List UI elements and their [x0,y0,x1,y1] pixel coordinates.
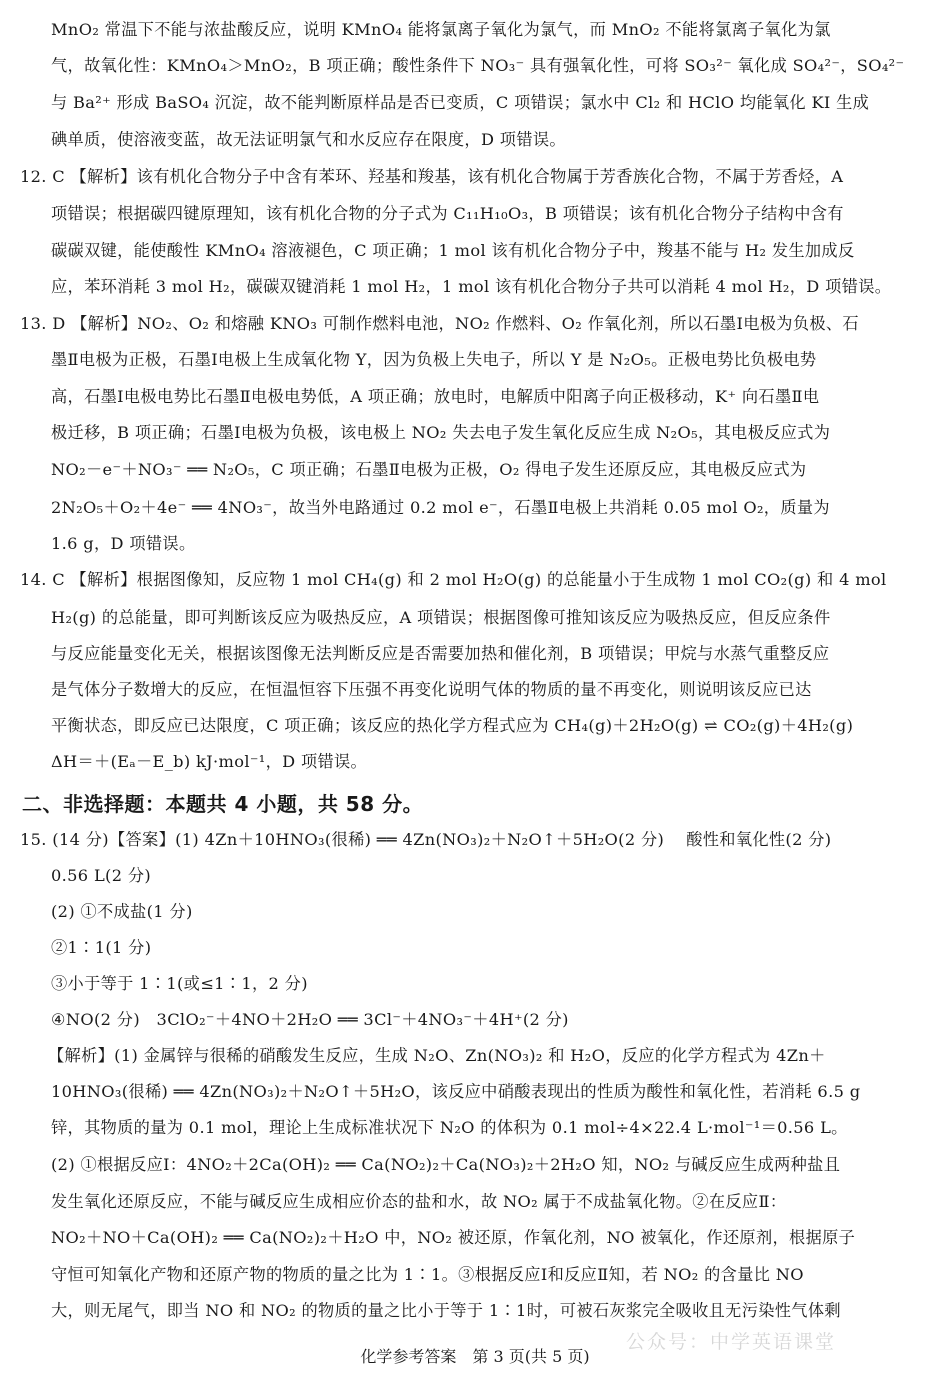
text-line: 平衡状态，即反应已达限度，C 项正确；该反应的热化学方程式应为 CH₄(g)＋2H₂O(g) ⇌ CO₂(g)＋4H₂(g) [51,716,854,735]
text-line: MnO₂ 常温下不能与浓盐酸反应，说明 KMnO₄ 能将氯离子氧化为氯气，而 MnO₂ 不能将氯离子氧化为氯 [51,20,831,39]
page-footer: 化学参考答案 第 3 页(共 5 页) [360,1347,590,1366]
text-line: 大，则无尾气，即当 NO 和 NO₂ 的物质的量之比小于等于 1∶1时，可被石灰浆完全吸收且无污染性气体剩 [51,1301,841,1320]
text-line: 极迁移，B 项正确；石墨Ⅰ电极为负极，该电极上 NO₂ 失去电子发生氧化反应生成 N₂O₅，其电极反应式为 [51,423,831,442]
text-line: H₂(g) 的总能量，即可判断该反应为吸热反应，A 项错误；根据图像可推知该反应为吸热反应，但反应条件 [51,608,831,627]
text-line: 应，苯环消耗 3 mol H₂，碳碳双键消耗 1 mol H₂，1 mol 该有机化合物分子共可以消耗 4 mol H₂，D 项错误。 [51,277,892,296]
watermark: 公众号：中学英语课堂 [626,1331,837,1353]
text-line: 高，石墨Ⅰ电极电势比石墨Ⅱ电极电势低，A 项正确；放电时，电解质中阳离子向正极移动，K⁺ 向石墨Ⅱ电 [51,387,820,406]
text-line: 与反应能量变化无关，根据该图像无法判断反应是否需要加热和催化剂，B 项错误；甲烷与水蒸气重整反应 [51,644,830,663]
analysis-line: 【解析】(1) 金属锌与很稀的硝酸发生反应，生成 N₂O、Zn(NO₃)₂ 和 H₂O，反应的化学方程式为 4Zn＋ [48,1046,826,1065]
text-line: 锌，其物质的量为 0.1 mol，理论上生成标准状况下 N₂O 的体积为 0.1 mol÷4×22.4 L·mol⁻¹＝0.56 L。 [51,1118,848,1137]
question-12-line: 12. C 【解析】该有机化合物分子中含有苯环、羟基和羧基，该有机化合物属于芳香族化合物，不属于芳香烃，A [20,167,844,186]
text-line: (2) ①不成盐(1 分) [51,902,193,921]
text-line: 墨Ⅱ电极为正极，石墨Ⅰ电极上生成氧化物 Y，因为负极上失电子，所以 Y 是 N₂O₅。正极电势比负极电势 [51,350,817,369]
text-line: ΔH＝＋(Eₐ－E_b) kJ·mol⁻¹，D 项错误。 [51,752,368,771]
text-line: 气，故氧化性：KMnO₄＞MnO₂，B 项正确；酸性条件下 NO₃⁻ 具有强氧化性，可将 SO₃²⁻ 氧化成 SO₄²⁻，SO₄²⁻ [51,56,905,75]
question-15-answer-line: 15. (14 分)【答案】(1) 4Zn＋10HNO₃(很稀) ══ 4Zn(NO₃)₂＋N₂O↑＋5H₂O(2 分) 酸性和氧化性(2 分) [20,830,832,849]
question-14-line: 14. C 【解析】根据图像知，反应物 1 mol CH₄(g) 和 2 mol H₂O(g) 的总能量小于生成物 1 mol CO₂(g) 和 4 mol [20,570,887,589]
text-line: 0.56 L(2 分) [51,866,152,885]
text-line: 与 Ba²⁺ 形成 BaSO₄ 沉淀，故不能判断原样品是否已变质，C 项错误；氯水中 Cl₂ 和 HClO 均能氧化 KI 生成 [51,93,870,112]
text-line: 碳碳双键，能使酸性 KMnO₄ 溶液褪色，C 项正确；1 mol 该有机化合物分子中，羧基不能与 H₂ 发生加成反 [51,241,855,260]
text-line: 碘单质，使溶液变蓝，故无法证明氯气和水反应存在限度，D 项错误。 [51,130,566,149]
text-line: 10HNO₃(很稀) ══ 4Zn(NO₃)₂＋N₂O↑＋5H₂O，该反应中硝酸表现出的性质为酸性和氧化性，若消耗 6.5 g [51,1082,861,1101]
text-line: 发生氧化还原反应，不能与碱反应生成相应价态的盐和水，故 NO₂ 属于不成盐氧化物。②在反应Ⅱ： [51,1192,787,1211]
text-line: NO₂＋NO＋Ca(OH)₂ ══ Ca(NO₂)₂＋H₂O 中，NO₂ 被还原，作氧化剂，NO 被氧化，作还原剂，根据原子 [51,1228,856,1247]
question-13-line: 13. D 【解析】NO₂、O₂ 和熔融 KNO₃ 可制作燃料电池，NO₂ 作燃料、O₂ 作氧化剂，所以石墨Ⅰ电极为负极、石 [20,314,859,333]
text-line: 是气体分子数增大的反应，在恒温恒容下压强不再变化说明气体的物质的量不再变化，则说明该反应已达 [51,680,812,699]
text-line: (2) ①根据反应Ⅰ：4NO₂＋2Ca(OH)₂ ══ Ca(NO₂)₂＋Ca(NO₃)₂＋2H₂O 知，NO₂ 与碱反应生成两种盐且 [51,1155,841,1174]
text-line: 守恒可知氧化产物和还原产物的物质的量之比为 1∶1。③根据反应Ⅰ和反应Ⅱ知，若 NO₂ 的含量比 NO [51,1265,804,1284]
text-line: ③小于等于 1∶1(或≤1∶1，2 分) [51,974,308,993]
text-line: ④NO(2 分) 3ClO₂⁻＋4NO＋2H₂O ══ 3Cl⁻＋4NO₃⁻＋4H⁺(2 分) [51,1010,569,1029]
text-line: 1.6 g，D 项错误。 [51,534,196,553]
text-line: ②1∶1(1 分) [51,938,152,957]
text-line: 2N₂O₅＋O₂＋4e⁻ ══ 4NO₃⁻，故当外电路通过 0.2 mol e⁻，石墨Ⅱ电极上共消耗 0.05 mol O₂，质量为 [51,498,830,517]
section-heading: 二、非选择题：本题共 4 小题，共 58 分。 [22,792,424,816]
text-line: NO₂－e⁻＋NO₃⁻ ══ N₂O₅，C 项正确；石墨Ⅱ电极为正极，O₂ 得电子发生还原反应，其电极反应式为 [51,460,807,479]
text-line: 项错误；根据碳四键原理知，该有机化合物的分子式为 C₁₁H₁₀O₃，B 项错误；该有机化合物分子结构中含有 [51,204,844,223]
